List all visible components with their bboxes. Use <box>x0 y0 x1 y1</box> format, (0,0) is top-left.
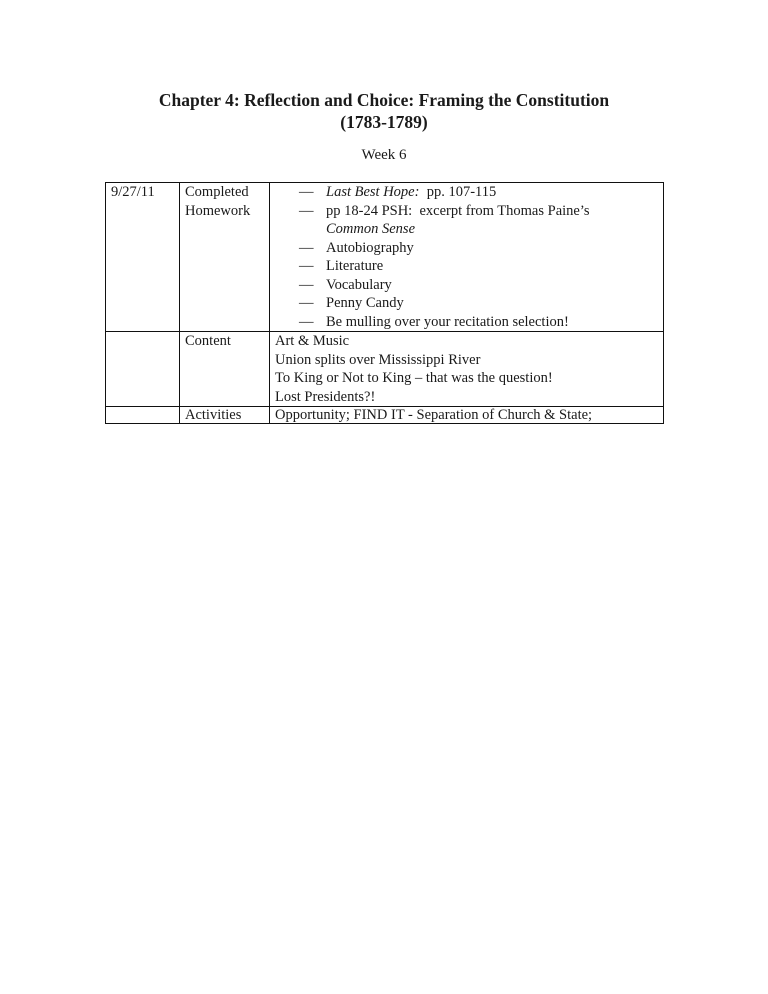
homework-label-line-1: Completed <box>185 184 249 200</box>
list-item <box>299 183 658 202</box>
activities-cell <box>270 407 664 424</box>
page-title <box>60 89 708 133</box>
item-text: pp. 107-115 <box>419 184 497 200</box>
list-item <box>299 294 658 313</box>
content-items-cell <box>270 332 664 407</box>
list-item <box>299 257 658 276</box>
content-line: Art & Music <box>275 333 350 349</box>
book-title: Last Best Hope: <box>326 184 420 200</box>
activities-label-cell <box>180 407 270 424</box>
activities-text: Opportunity; FIND IT - Separation of Church & State; <box>275 407 593 423</box>
dash-bullet: — <box>299 202 314 219</box>
schedule-table <box>105 182 664 424</box>
content-label-cell <box>180 332 270 407</box>
dash-bullet: — <box>299 258 314 274</box>
title-line-2: (1783-1789) <box>340 112 428 132</box>
date-value: 9/27/11 <box>111 184 155 200</box>
table-row-homework <box>106 183 664 332</box>
activities-label: Activities <box>185 407 242 423</box>
list-item <box>299 276 658 295</box>
content-label: Content <box>185 333 231 349</box>
table-row-activities <box>106 407 664 424</box>
empty-date-cell <box>106 332 180 407</box>
homework-label-line-2: Homework <box>185 202 251 219</box>
content-line: Lost Presidents?! <box>275 388 376 405</box>
title-line-1: Chapter 4: Reflection and Choice: Framing the Constitution <box>158 90 610 110</box>
dash-bullet: — <box>299 239 314 256</box>
homework-items-cell <box>270 183 664 332</box>
content-line: Union splits over Mississippi River <box>275 351 481 368</box>
list-item <box>299 313 658 332</box>
list-item <box>299 202 658 239</box>
item-text: Penny Candy <box>326 295 404 311</box>
homework-list <box>275 183 658 331</box>
date-cell <box>106 183 180 332</box>
item-text: Vocabulary <box>326 276 392 293</box>
list-item <box>299 239 658 258</box>
item-text: pp 18-24 PSH: excerpt from Thomas Paine’s <box>326 202 590 219</box>
item-text: Literature <box>326 258 384 274</box>
dash-bullet: — <box>299 295 314 311</box>
item-text: Autobiography <box>326 239 414 256</box>
dash-bullet: — <box>299 184 314 200</box>
homework-label-cell <box>180 183 270 332</box>
book-title: Common Sense <box>326 221 416 237</box>
week-label: Week 6 <box>361 147 407 163</box>
content-line: To King or Not to King – that was the question! <box>275 370 553 386</box>
dash-bullet: — <box>299 313 314 330</box>
table-row-content <box>106 332 664 407</box>
dash-bullet: — <box>299 276 314 293</box>
empty-date-cell <box>106 407 180 424</box>
item-text: Be mulling over your recitation selection! <box>326 313 569 330</box>
